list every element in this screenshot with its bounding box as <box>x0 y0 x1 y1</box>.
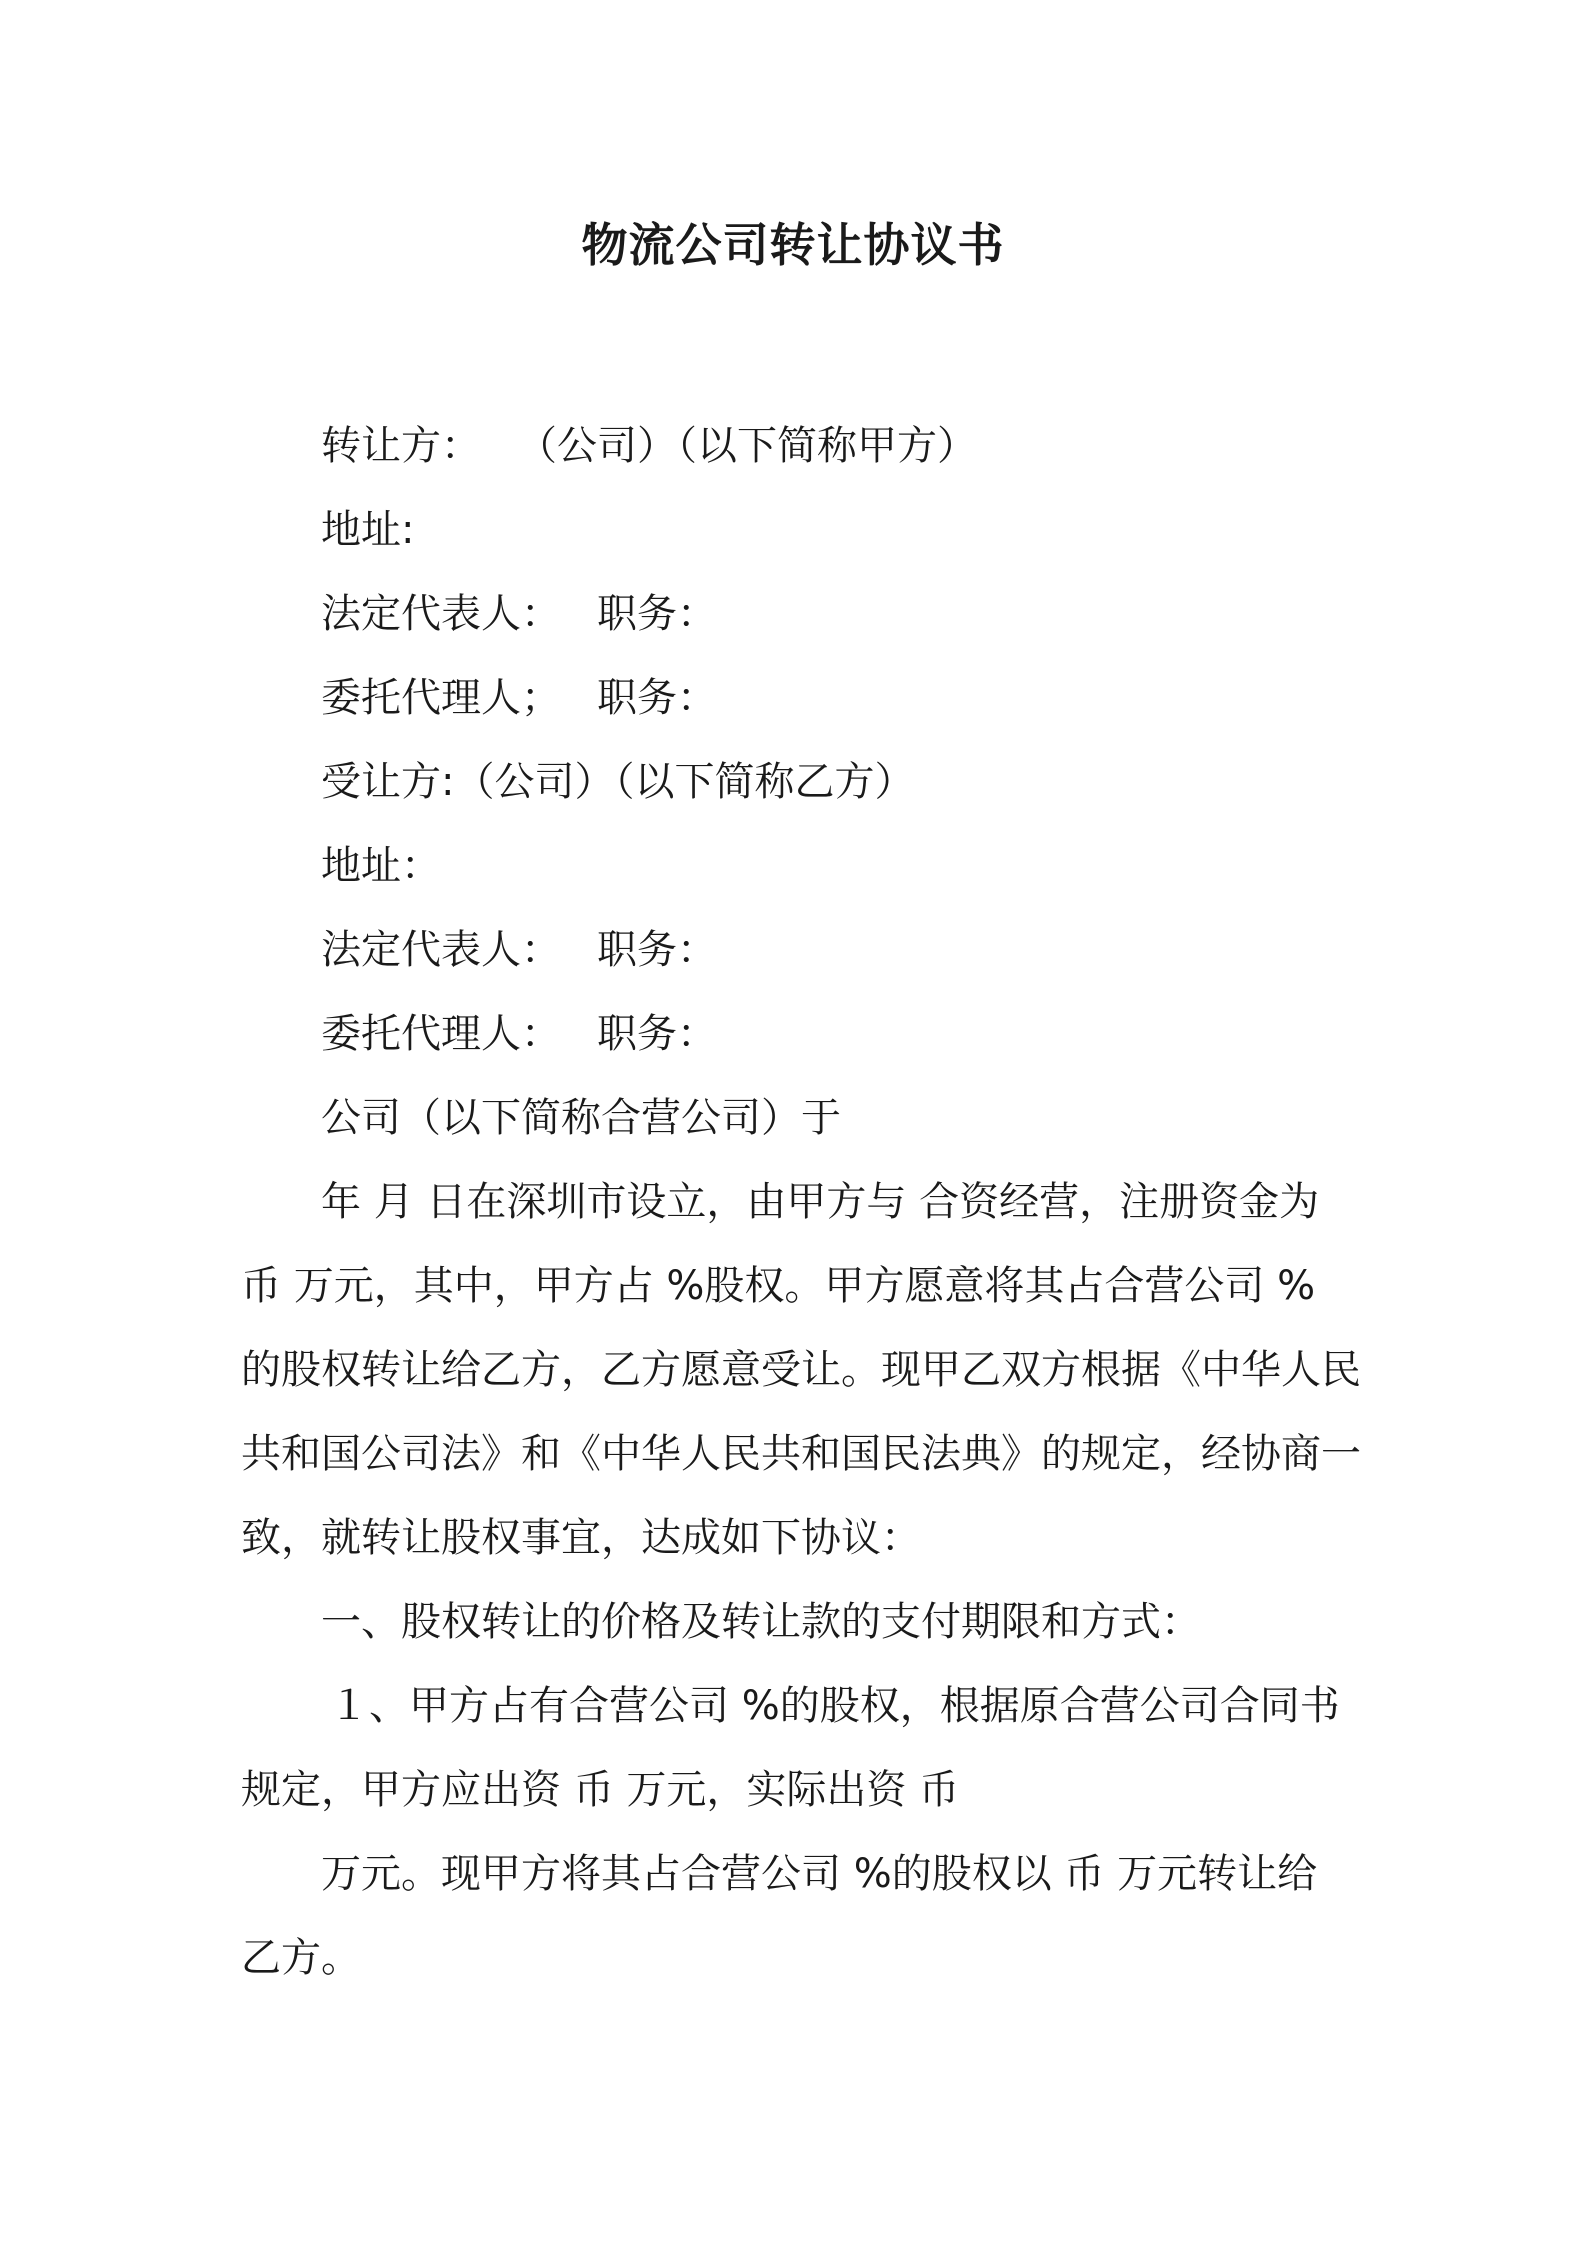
transferor-address: 地址: <box>321 507 415 553</box>
transferee-address: 地址： <box>321 843 441 889</box>
transferor-agent-title: 职务： <box>597 675 717 721</box>
clause-one-cont-line-1: 万元。现甲方将其占合营公司 %的股权以 币 万元转让给 <box>321 1851 1318 1897</box>
body-line-1: 年 月 日在深圳市设立，由甲方与 合资经营，注册资金为 <box>321 1179 1320 1225</box>
clause-one-line-2: 规定，甲方应出资 币 万元，实际出资 币 <box>241 1767 960 1813</box>
transferee-legal-rep-line <box>241 908 1351 992</box>
transferee-agent: 委托代理人： <box>321 1011 561 1057</box>
intro-line: 公司（以下简称合营公司）于 <box>321 1095 841 1141</box>
transferor-legal-rep-line <box>241 572 1351 656</box>
section-one-heading: 一、股权转让的价格及转让款的支付期限和方式： <box>321 1599 1201 1645</box>
transferee-agent-line <box>241 992 1351 1076</box>
clause-one-cont-line-2: 乙方。 <box>241 1935 361 1981</box>
transferee-label: 受让方: <box>321 759 455 805</box>
transferor-value: （公司）（以下简称甲方） <box>517 423 977 469</box>
transferor-label: 转让方： <box>321 423 481 469</box>
transferor-agent: 委托代理人； <box>321 675 561 721</box>
transferee-legal-rep: 法定代表人： <box>321 927 561 973</box>
transferor-legal-rep: 法定代表人： <box>321 591 561 637</box>
clause-one-line-1: １、甲方占有合营公司 %的股权，根据原合营公司合同书 <box>329 1683 1340 1729</box>
transferee-value: （公司）（以下简称乙方） <box>454 759 915 805</box>
transferor-agent-line <box>241 656 1351 740</box>
body-line-4: 共和国公司法》和《中华人民共和国民法典》的规定，经协商一 <box>241 1431 1361 1477</box>
transferee-agent-title: 职务： <box>597 1011 717 1057</box>
document-title: 物流公司转让协议书 <box>581 218 1005 272</box>
document-body <box>241 404 1361 2000</box>
transferee-legal-rep-title: 职务： <box>597 927 717 973</box>
transferee-line <box>241 740 1351 824</box>
transferor-legal-rep-title: 职务： <box>597 591 717 637</box>
body-line-3: 的股权转让给乙方，乙方愿意受让。现甲乙双方根据《中华人民 <box>241 1347 1361 1393</box>
body-line-2: 币 万元，其中，甲方占 %股权。甲方愿意将其占合营公司 % <box>241 1263 1316 1309</box>
transferor-line <box>241 404 1351 488</box>
body-line-5: 致，就转让股权事宜，达成如下协议： <box>241 1515 921 1561</box>
